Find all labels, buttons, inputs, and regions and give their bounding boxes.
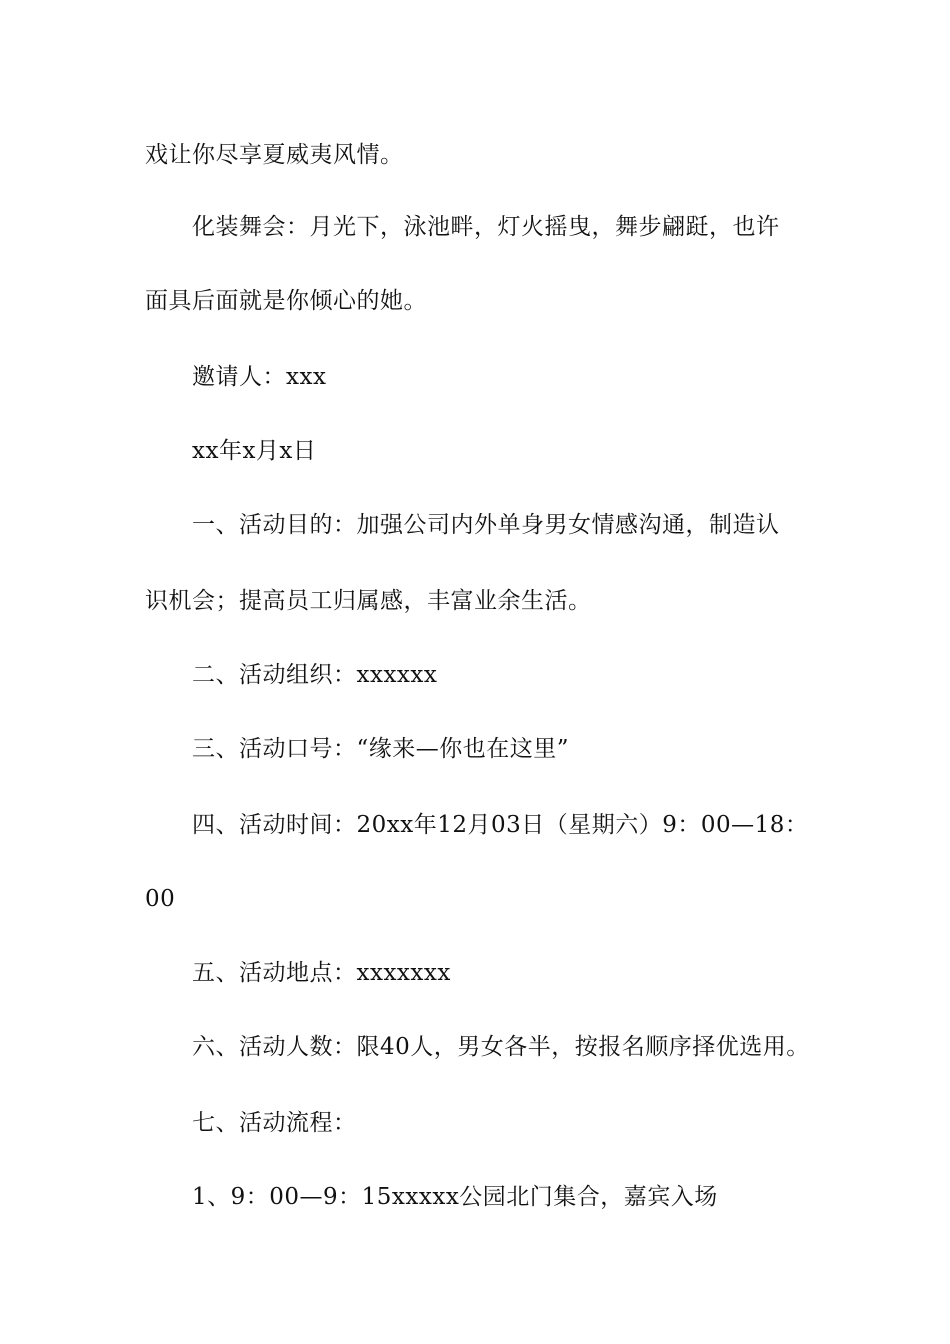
paragraph-continuation: 戏让你尽享夏威夷风情。 <box>145 142 404 168</box>
section-slogan: 三、活动口号：“缘来—你也在这里” <box>192 736 570 762</box>
section-purpose-continued: 识机会；提高员工归属感，丰富业余生活。 <box>145 588 592 614</box>
date-line: xx年x月x日 <box>192 438 317 464</box>
section-time-continued: 00 <box>145 886 176 912</box>
section-participants: 六、活动人数：限40人，男女各半，按报名顺序择优选用。 <box>192 1034 810 1060</box>
section-purpose: 一、活动目的：加强公司内外单身男女情感沟通，制造认 <box>192 512 780 538</box>
paragraph-masquerade: 化装舞会：月光下，泳池畔，灯火摇曳，舞步翩跹，也许 <box>192 214 780 240</box>
section-location: 五、活动地点：xxxxxxx <box>192 960 451 986</box>
process-step-1: 1、9：00—9：15xxxxx公园北门集合，嘉宾入场 <box>192 1184 718 1210</box>
section-time: 四、活动时间：20xx年12月03日（星期六）9：00—18： <box>192 812 809 838</box>
section-organizer: 二、活动组织：xxxxxx <box>192 662 438 688</box>
paragraph-masquerade-continued: 面具后面就是你倾心的她。 <box>145 288 427 314</box>
section-process: 七、活动流程： <box>192 1110 357 1136</box>
inviter-line: 邀请人：xxx <box>192 364 327 390</box>
